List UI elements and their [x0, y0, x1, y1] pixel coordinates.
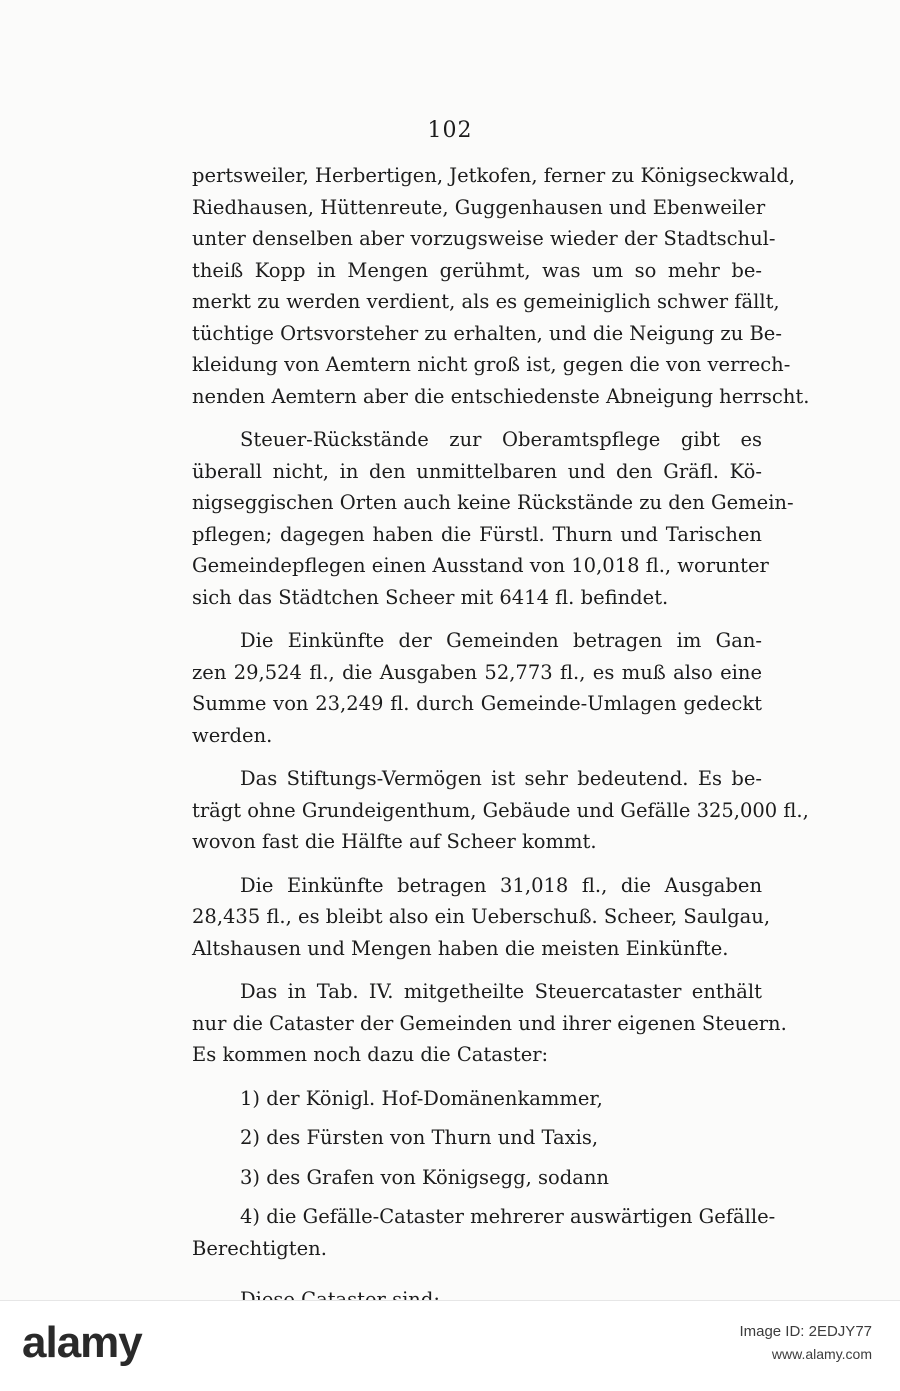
text-line: merkt zu werden verdient, als es gemeiniglich schwer fällt, — [192, 290, 780, 313]
text-line: Riedhausen, Hüttenreute, Guggenhausen und Ebenweiler — [192, 195, 766, 219]
text-line: Altshausen und Mengen haben die meisten Einkünfte. — [192, 936, 729, 960]
text-line: nur die Cataster der Gemeinden und ihrer eigenen Steuern. — [192, 1011, 787, 1035]
text-line: Steuer-Rückstände zur Oberamtspflege gibt es — [240, 428, 762, 451]
text-line: Berechtigten. — [192, 1236, 327, 1260]
text-line: pflegen; dagegen haben die Fürstl. Thurn und Tarischen — [192, 522, 762, 546]
paragraph — [192, 976, 787, 1071]
text-line: nigseggischen Orten auch keine Rückstände zu den Gemein- — [192, 491, 794, 514]
paragraph — [192, 763, 809, 858]
text-line: 3) des Grafen von Königsegg, sodann — [240, 1165, 609, 1189]
image-id: Image ID: 2EDJY77 — [739, 1323, 872, 1340]
text-line: überall nicht, in den unmittelbaren und den Gräfl. Kö- — [192, 459, 762, 483]
text-line: Die Einkünfte betragen 31,018 fl., die Ausgaben — [240, 873, 762, 897]
text-line: 1) der Königl. Hof-Domänenkammer, — [240, 1086, 603, 1110]
text-line: Gemeindepflegen einen Ausstand von 10,018 fl., worunter — [192, 554, 769, 577]
text-line: tüchtige Ortsvorsteher zu erhalten, und die Neigung zu Be- — [192, 321, 782, 345]
page-number: 102 — [427, 118, 473, 143]
watermark-bar — [0, 1300, 900, 1391]
text-line: wovon fast die Hälfte auf Scheer kommt. — [192, 830, 597, 853]
list-item — [192, 1201, 776, 1264]
text-line: 4) die Gefälle-Cataster mehrerer auswärtigen Gefälle- — [240, 1205, 776, 1228]
text-line: 2) des Fürsten von Thurn und Taxis, — [240, 1126, 599, 1149]
text-line: sich das Städtchen Scheer mit 6414 fl. befindet. — [192, 585, 669, 609]
alamy-logo: alamy — [22, 1318, 142, 1367]
list-item — [192, 1122, 762, 1154]
text-line: 28,435 fl., es bleibt also ein Ueberschuß. Scheer, Saulgau, — [192, 905, 771, 928]
text-line: Das in Tab. IV. mitgetheilte Steuercataster enthält — [240, 980, 762, 1003]
watermark-meta — [739, 1323, 872, 1362]
text-line: trägt ohne Grundeigenthum, Gebäude und Gefälle 325,000 fl., — [192, 798, 809, 822]
paragraph — [192, 160, 810, 412]
list-item — [192, 1083, 762, 1115]
cataster-list — [192, 1083, 776, 1265]
text-line: unter denselben aber vorzugsweise wieder der Stadtschul- — [192, 227, 776, 250]
text-line: kleidung von Aemtern nicht groß ist, gegen die von verrech- — [192, 353, 791, 376]
site-url: www.alamy.com — [771, 1346, 872, 1362]
list-item — [192, 1162, 762, 1194]
paragraph — [192, 424, 794, 613]
text-line: werden. — [192, 723, 273, 747]
text-line: Summe von 23,249 fl. durch Gemeinde-Umlagen gedeckt — [192, 692, 762, 715]
text-line: pertsweiler, Herbertigen, Jetkofen, ferner zu Königseckwald, — [192, 164, 796, 187]
text-line: zen 29,524 fl., die Ausgaben 52,773 fl., es muß also eine — [192, 660, 762, 684]
paragraph — [192, 625, 762, 751]
text-line: Die Einkünfte der Gemeinden betragen im Gan- — [240, 629, 762, 652]
paragraph — [192, 870, 771, 965]
text-line: Es kommen noch dazu die Cataster: — [192, 1043, 549, 1066]
text-line: Das Stiftungs-Vermögen ist sehr bedeutend. Es be- — [240, 767, 762, 790]
text-line: nenden Aemtern aber die entschiedenste Abneigung herrscht. — [192, 384, 810, 408]
text-line: theiß Kopp in Mengen gerühmt, was um so mehr be- — [192, 258, 762, 282]
page-body — [192, 160, 810, 1316]
